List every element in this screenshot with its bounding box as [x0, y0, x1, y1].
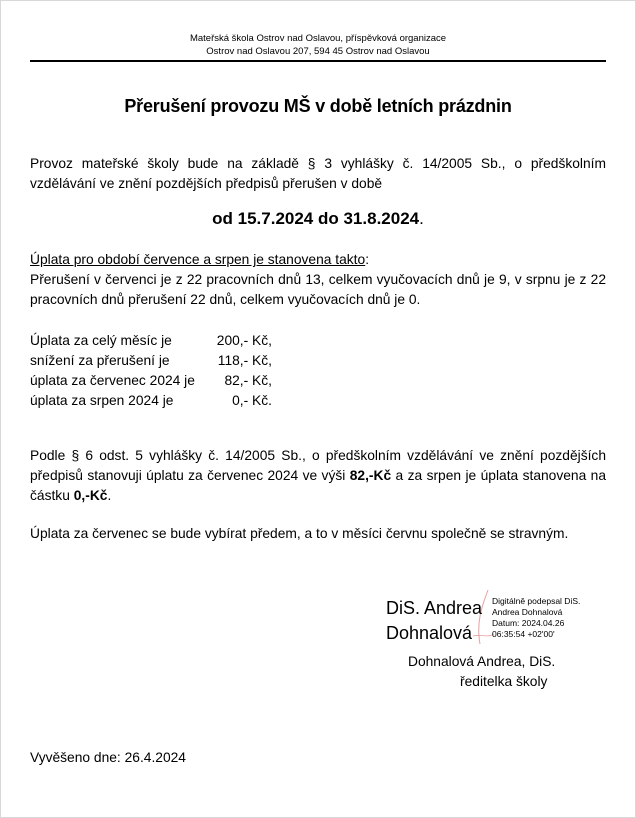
closure-dates: od 15.7.2024 do 31.8.2024: [212, 209, 420, 228]
collection-note: Úplata za červenec se bude vybírat předem, a to v měsíci červnu společně se stravným.: [30, 526, 569, 541]
signature-name-line1: DiS. Andrea: [386, 598, 483, 618]
page-title: Přerušení provozu MŠ v době letních prázdnin: [124, 96, 512, 116]
signature-info-line: Datum: 2024.04.26: [492, 618, 565, 628]
fee-amount: 82,- Kč,: [224, 372, 272, 388]
director-block: [408, 652, 555, 692]
decision-text-1: Podle § 6 odst. 5 vyhlášky č. 14/2005 Sb., o předškolním vzdělávání ve znění pozdějších předpisů stanovuji úplatu za červenec 2024 ve výši: [30, 448, 606, 483]
fee-amount: 118,- Kč,: [217, 352, 272, 368]
fee-section: [30, 250, 606, 310]
fee-label: Úplata za celý měsíc je: [30, 332, 172, 348]
closure-period-end: .: [419, 209, 424, 228]
signature-info-line: Andrea Dohnalová: [492, 607, 563, 617]
director-role: ředitelka školy: [460, 674, 548, 689]
digital-signature-name: [386, 596, 482, 646]
fee-label: snížení za přerušení je: [30, 352, 170, 368]
fee-label: úplata za srpen 2024 je: [30, 392, 174, 408]
signature-info-line: Digitálně podepsal DiS.: [492, 596, 581, 606]
digital-signature-info: [492, 596, 580, 640]
decision-text-3: .: [107, 488, 112, 503]
closure-period: [30, 209, 606, 229]
signature-info-line: 06:35:54 +02'00': [492, 629, 555, 639]
days-paragraph: Přerušení v červenci je z 22 pracovních dnů 13, celkem vyučovacích dnů je 9, v srpnu je z 22 pracovních dnů přerušení 22 dnů, celkem vyučovacích dnů je 0.: [30, 272, 606, 307]
signature-name-line2: Dohnalová: [386, 623, 473, 643]
org-address: Ostrov nad Oslavou 207, 594 45 Ostrov nad Oslavou: [206, 46, 430, 57]
fee-heading: Úplata pro období července a srpen je stanovena takto: [30, 252, 366, 267]
fee-row: [30, 330, 272, 350]
header-divider: [30, 60, 606, 62]
intro-paragraph: Provoz mateřské školy bude na základě § 3 vyhlášky č. 14/2005 Sb., o předškolním vzdělávání ve znění pozdějších předpisů přerušen v době: [30, 156, 606, 191]
fee-amount: 0,- Kč.: [232, 392, 272, 408]
fee-heading-colon: :: [365, 252, 370, 267]
fee-row: [30, 370, 272, 390]
fee-table: [30, 330, 272, 410]
fee-row: [30, 350, 272, 370]
august-amount: 0,-Kč: [73, 488, 108, 503]
july-amount: 82,-Kč: [349, 468, 392, 483]
decision-paragraph: [30, 446, 606, 506]
fee-amount: 200,- Kč,: [216, 332, 272, 348]
fee-row: [30, 390, 272, 410]
org-name: Mateřská škola Ostrov nad Oslavou, příspěvková organizace: [189, 33, 447, 44]
letterhead: [30, 32, 606, 58]
decision-text-2: a za srpen je úplata stanovena na částku: [30, 468, 607, 503]
director-name: Dohnalová Andrea, DiS.: [408, 654, 556, 669]
fee-label: úplata za červenec 2024 je: [30, 372, 195, 388]
posted-date: Vyvěšeno dne: 26.4.2024: [30, 750, 186, 765]
